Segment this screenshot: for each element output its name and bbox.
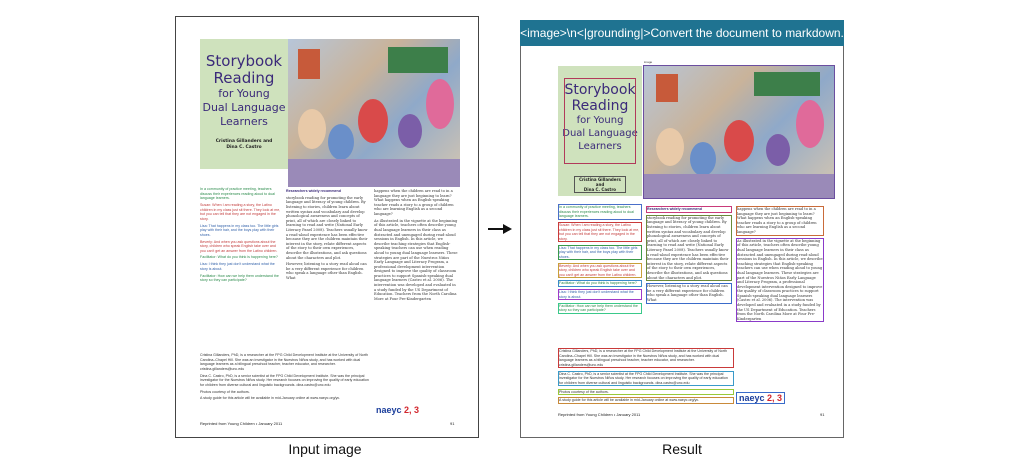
result-dialogue-2: Lisa: That happens in my class too. The little girls play with their hair, and the boys play with their shoes. <box>558 245 642 261</box>
logo-text: naeyc <box>376 405 402 415</box>
author-1: Cristina Gillanders and <box>215 139 273 144</box>
logo-numbers: 2, 3 <box>404 405 420 415</box>
authors <box>200 139 288 151</box>
study-guide-note: A study guide for this article will be available in mid-January online at www.naeyc.org/yc. <box>200 396 341 401</box>
bio-block <box>200 353 372 403</box>
result-title-line-3: for Young <box>576 115 624 126</box>
result-author-1: Cristina Gillanders and <box>579 177 621 187</box>
right-paragraph-1: happens when the children are read to in a language they are just beginning to learn? What happens when an English-speaking teacher reads a story to a group of children who are learning English as a second language? <box>374 189 454 216</box>
image-box-tag: image <box>644 60 653 64</box>
section-heading: Researchers widely recommend <box>286 189 341 193</box>
dialogue-5: Lisa: I think they just don't understand what the story is about. <box>200 262 275 271</box>
intro-text: In a community of practice meeting, teachers discuss their experiences reading aloud to dual language learners. <box>200 187 275 201</box>
result-caption: Result <box>662 441 702 457</box>
result-naeyc-logo <box>736 392 785 404</box>
middle-column <box>286 189 370 283</box>
classroom-photo <box>288 39 460 187</box>
right-column <box>374 189 458 304</box>
author-2: Dina C. Castro <box>226 145 262 150</box>
bio-2: Dina C. Castro, PhD, is a senior scientist at the FPG Child Development Institute. She was the principal investigator for the Nuestros Niños study. Her research focuses on improving the quality of early education for children from diverse cultural and linguistic backgrounds. dina.castro@unc.edu <box>200 373 369 387</box>
title-line-2: Reading <box>213 69 275 87</box>
result-section-heading: Researchers widely recommend <box>646 206 732 213</box>
title-panel <box>200 39 288 169</box>
middle-paragraph-1: storybook reading for promoting the early language and literacy of young children. By listening to stories, children learn about written syntax and vocabulary and develop phonological awareness and concepts of print, all of which are closely linked to learning to read and write (National Early Literacy Panel 2008). Teachers usually know a read-aloud experience has been effective because they are the children maintain their interest in the story, relate different aspects of the story to their own experiences, describe the illustrations, and ask questions about the characters and plot. <box>286 195 368 260</box>
result-document-page <box>558 60 840 434</box>
input-caption: Input image <box>288 441 362 457</box>
result-title-line-1: Storybook <box>564 82 636 98</box>
footer-left: Reprinted from Young Children • January 2011 <box>200 421 283 426</box>
result-bio-block <box>558 348 734 406</box>
result-title-line-4: Dual Language <box>562 128 638 139</box>
result-dialogue-1: Susan: When I am reading a story, the Latino children in my class just sit there. They look at me, but you can tell that they are not engaged in the story. <box>558 222 642 242</box>
photo-credit: Photos courtesy of the authors. <box>200 389 250 394</box>
result-author-2: Dina C. Castro <box>583 187 617 192</box>
right-paragraph-2: As illustrated in the vignette at the beginning of this article, teachers often describe young dual language learners in their class as distracted and unengaged during read-aloud sessions in English. In this article, we describe teaching strategies that English-speaking teachers can use when reading aloud to young dual language learners. These strategies are part of the Nuestros Niños Early Language and Literacy Program, a professional development intervention designed to improve the quality of classroom practices to support Spanish-speaking dual language learners (Castro et al. 2006). The intervention was developed and evaluated in a study funded by the US Department of Education. Teachers from the North Carolina More at Four Pre-Kindergarten <box>374 218 458 301</box>
result-dialogue-3: Beverly: And when you ask questions about the story, children who speak English take over and you can't get an answer from the Latino children. <box>558 263 642 279</box>
prompt-bar: <image>\n<|grounding|>Convert the document to markdown. <box>520 20 844 46</box>
result-footer-left: Reprinted from Young Children • January 2011 <box>558 412 641 417</box>
result-dialogue-5: Lisa: I think they just don't understand what the story is about. <box>558 289 642 300</box>
dialogue-1: Susan: When I am reading a story, the Latino children in my class just sit there. They look at me, but you can tell that they are not engaged in the story. <box>200 202 281 221</box>
input-document-page <box>175 16 479 438</box>
result-intro: In a community of practice meeting, teachers discuss their experiences reading aloud to dual language learners. <box>558 204 642 220</box>
title-line-5: Learners <box>220 115 268 128</box>
naeyc-logo <box>376 405 419 415</box>
dialogue-3: Beverly: And when you ask questions about the story, children who speak English take over and you can't get an answer from the Latino children. <box>200 239 278 253</box>
result-right-column <box>736 206 824 325</box>
bio-1: Cristina Gillanders, PhD, is a researcher at the FPG Child Development Institute at the University of North Carolina–Chapel Hill. She was an investigator in the Nuestros Niños study, and has worked with dual language learners as a bilingual preschool teacher, teacher educator, and researcher. cristina.gillanders@unc.edu <box>200 353 368 371</box>
result-bio-1: Cristina Gillanders, PhD, is a researcher at the FPG Child Development Institute at the University of North Carolina–Chapel Hill. She was an investigator in the Nuestros Niños study, and has worked with dual language learners as a bilingual preschool teacher, teacher educator, and researcher. cristina.gillanders@unc.edu <box>558 348 734 368</box>
result-title-line-5: Learners <box>578 141 622 152</box>
result-left-column <box>558 204 642 316</box>
result-study-guide-note: A study guide for this article will be available in mid-January online at www.naeyc.org/yc. <box>558 397 734 404</box>
result-middle-column <box>646 206 732 306</box>
result-logo-text: naeyc <box>739 393 765 403</box>
result-photo-credit: Photos courtesy of the authors. <box>558 389 734 396</box>
result-middle-paragraph-1: storybook reading for promoting the early language and literacy of young children. By listening to stories, children learn about written syntax and vocabulary and develop phonological awareness and concepts of print, all of which are closely linked to learning to read and write (National Early Literacy Panel 2008). Teachers usually know a read-aloud experience has been effective because they are the children maintain their interest in the story, relate different aspects of the story to their own experiences, describe the illustrations, and ask questions about the characters and plot. <box>646 215 732 281</box>
left-column <box>200 187 282 285</box>
result-bio-2: Dina C. Castro, PhD, is a senior scientist at the FPG Child Development Institute. She was the principal investigator for the Nuestros Niños study. Her research focuses on improving the quality of early education for children from diverse cultural and linguistic backgrounds. dina.castro@unc.edu <box>558 371 734 387</box>
result-authors <box>574 176 626 193</box>
result-title-panel <box>558 66 642 196</box>
result-right-paragraph-1: happens when the children are read to in a language they are just beginning to learn? What happens when an English-speaking teacher reads a story to a group of children who are learning English as a second language? <box>736 206 824 236</box>
dialogue-6: Facilitator: How can we help them understand the story so they can participate? <box>200 273 279 283</box>
result-dialogue-6: Facilitator: How can we help them understand the story so they can participate? <box>558 303 642 314</box>
footer-page-number: 91 <box>450 421 455 426</box>
title-line-3: for Young <box>218 87 270 100</box>
result-dialogue-4: Facilitator: What do you think is happening here? <box>558 280 642 287</box>
title-line-4: Dual Language <box>202 101 286 114</box>
result-footer-page-number: 91 <box>820 412 825 417</box>
title-line-1: Storybook <box>205 52 283 70</box>
result-classroom-photo <box>644 66 834 198</box>
middle-paragraph-2: However, listening to a story read aloud can be a very different experience for children who speak a language other than English. What <box>286 262 367 281</box>
result-title-line-2: Reading <box>571 98 629 114</box>
dialogue-4: Facilitator: What do you think is happening here? <box>200 255 278 260</box>
result-right-paragraph-2: As illustrated in the vignette at the beginning of this article, teachers often describe young dual language learners in their class as distracted and unengaged during read-aloud sessions in English. In this article, we describe teaching strategies that English-speaking teachers can use when reading aloud to young dual language learners. These strategies are part of the Nuestros Niños Early Language and Literacy Program, a professional development intervention designed to improve the quality of classroom practices to support Spanish-speaking dual language learners (Castro et al. 2006). The intervention was developed and evaluated in a study funded by the US Department of Education. Teachers from the North Carolina More at Four Pre-Kindergarten <box>737 238 823 321</box>
result-logo-numbers: 2, 3 <box>767 393 783 403</box>
result-middle-paragraph-2: However, listening to a story read aloud can be a very different experience for children who speak a language other than English. What <box>646 283 732 303</box>
dialogue-2: Lisa: That happens in my class too. The little girls play with their hair, and the boys play with their shoes. <box>200 223 279 237</box>
arrow-right-icon <box>503 224 512 234</box>
result-frame <box>520 46 844 438</box>
